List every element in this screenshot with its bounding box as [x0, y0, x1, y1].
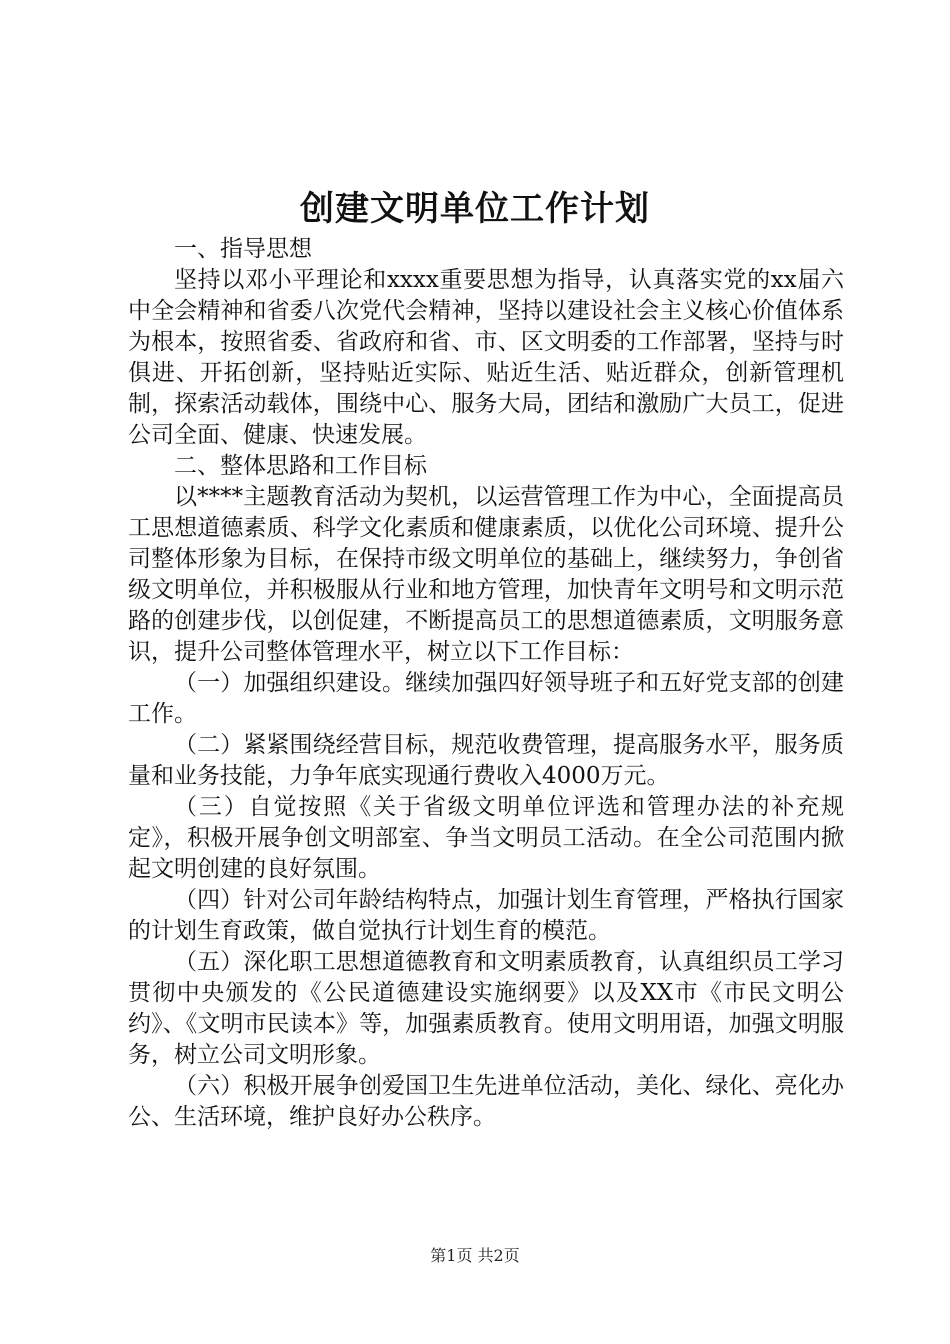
goal-item-1: （一）加强组织建设。继续加强四好领导班子和五好党支部的创建工作。: [128, 670, 844, 727]
paragraph-overall-approach: 以****主题教育活动为契机，以运营管理工作为中心，全面提高员工思想道德素质、科学文化素质和健康素质，以优化公司环境、提升公司整体形象为目标，在保持市级文明单位的基础上，继续努力，争创省级文明单位，并积极服从行业和地方管理，加快青年文明号和文明示范路的创建步伐，以创促建，不断提高员工的思想道德素质，文明服务意识，提升公司整体管理水平，树立以下工作目标：: [128, 484, 844, 665]
section-heading-overall-approach: 二、整体思路和工作目标: [174, 453, 427, 479]
goal-item-2: （二）紧紧围绕经营目标，规范收费管理，提高服务水平，服务质量和业务技能，力争年底实现通行费收入4000万元。: [128, 732, 844, 789]
goal-item-6: （六）积极开展争创爱国卫生先进单位活动，美化、绿化、亮化办公、生活环境，维护良好办公秩序。: [128, 1073, 844, 1130]
document-body: [128, 234, 844, 1133]
page-number-footer: 第1页 共2页: [430, 1246, 520, 1265]
document-title: 创建文明单位工作计划: [300, 189, 650, 229]
goal-item-4: （四）针对公司年龄结构特点，加强计划生育管理，严格执行国家的计划生育政策，做自觉执行计划生育的模范。: [128, 887, 844, 944]
goal-item-3: （三）自觉按照《关于省级文明单位评选和管理办法的补充规定》，积极开展争创文明部室、争当文明员工活动。在全公司范围内掀起文明创建的良好氛围。: [128, 794, 844, 882]
section-heading-guiding-thought: 一、指导思想: [174, 236, 312, 262]
paragraph-guiding-thought: 坚持以邓小平理论和xxxx重要思想为指导，认真落实党的xx届六中全会精神和省委八次党代会精神，坚持以建设社会主义核心价值体系为根本，按照省委、省政府和省、市、区文明委的工作部署，坚持与时俱进、开拓创新，坚持贴近实际、贴近生活、贴近群众，创新管理机制，探索活动载体，围绕中心、服务大局，团结和激励广大员工，促进公司全面、健康、快速发展。: [128, 267, 844, 448]
goal-item-5: （五）深化职工思想道德教育和文明素质教育，认真组织员工学习贯彻中央颁发的《公民道德建设实施纲要》以及XX市《市民文明公约》、《文明市民读本》等，加强素质教育。使用文明用语，加强文明服务，树立公司文明形象。: [128, 949, 844, 1068]
